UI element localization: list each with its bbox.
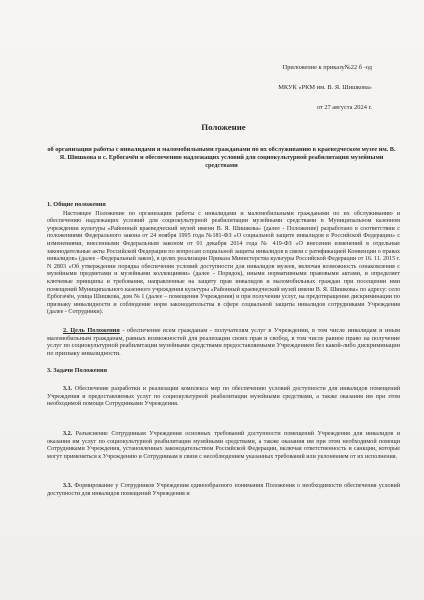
- item-number: 3.1.: [63, 386, 73, 393]
- section-1-heading: 1. Общие положения: [47, 200, 106, 208]
- item-text: Формирование у Сотрудников Учреждения единообразного понимания Положения о необходимости обеспечения условий доступности для инвалидов помещений Учреждения и: [47, 483, 400, 498]
- item-number: 3.3.: [63, 483, 73, 490]
- document-header: [47, 64, 372, 112]
- appendix-reference: Приложение к приказу№22 б -од: [282, 64, 372, 71]
- document-date: от 27 августа 2024 г.: [316, 104, 372, 111]
- section-3-item: [47, 483, 400, 498]
- organization-name: МКУК «РКМ им. В. Я. Шишкова»: [278, 84, 372, 91]
- section-3-item: [47, 386, 400, 409]
- document-title: Положение: [201, 122, 246, 132]
- document-subtitle: об организации работы с инвалидами и маломобильными гражданами по их обслуживанию в краеведческом музее им. В. Я. Шишкова в с. Ербогачён и обеспечению надлежащих условий для социокультурной реабилитации музейными средствами: [47, 146, 396, 170]
- section-2-heading: 2. Цель Положения: [63, 326, 120, 334]
- section-2-text: - обеспечение всем гражданам - получателям услуг в Учреждении, в том числе инвалидам и иным маломобильным гражданам, равных возможностей для реализации своих прав и свобод, в том числе равное право на получение услуг по социокультурной реабилитации музейными средствами предоставляемыми Учреждением без какой-либо дискриминации по признаку инвалидности.: [47, 326, 400, 357]
- item-number: 3.2.: [63, 431, 73, 438]
- section-3-heading: 3. Задачи Положения: [47, 367, 108, 375]
- section-2-paragraph: [47, 327, 400, 357]
- section-1-paragraph: Настоящее Положение по организации работы с инвалидами и маломобильными гражданами по их обслуживанию и обеспечению надлежащих условий для социокультурной реабилитации музейными средствами в Муниципальном казенном учреждении культуры «Районный краеведческий музей имени В. Я. Шишкова» (далее - Положение) разработано в соответствии с положениями Федерального закона от 24 ноября 1995 года №181-ФЗ «О социальной защите инвалидов в Российской Федерации» с изменениями, внесенными Федеральным законом от 01 декабря 2014 года № 419-ФЗ «О внесении изменений в отдельные законодательные акты Российской Федерации по вопросам социальной защиты инвалидов в связи с ратификацией Конвенции о правах инвалидов» (далее - Федеральный закон), в целях реализации Приказа Министерства культуры Российской Федерации от 16. 11. 2015 г. N 2803 «Об утверждении порядка обеспечения условий доступности для инвалидов музеев, включая возможность ознакомления с музейными предметами и музейными коллекциями» (далее - Порядок), иными нормативными правовыми актами, и определяет ключевые принципы и требования, направленные на защиту прав инвалидов и маломобильных граждан при посещении ими помещений Муниципального казенного учреждения культуры «Районный краеведческий музей имени В. Я. Шишкова» по адресу: село Ербогачён, улица Шишкова, дом № 1 (далее – помещения Учреждения) и при получении услуг, на предотвращение дискриминации по признаку инвалидности и соблюдение норм законодательства в сфере социальной защиты инвалидов сотрудниками Учреждения (далее - Сотрудники).: [47, 210, 400, 316]
- item-text: Разъяснение Сотрудникам Учреждения основных требований доступности помещений Учреждения для инвалидов и оказания им услуг по социокультурной реабилитации музейными средствами, а также оказания им при этом необходимой помощи Сотрудниками Учреждения, установленных законодательством Российской Федерации, включая ответственность и санкции, которые могут применяться к Учреждению и Сотрудникам в связи с несоблюдением указанных требований или уклонением от их исполнения.: [47, 431, 400, 460]
- item-text: Обеспечение разработки и реализации комплекса мер по обеспечению условий доступности для инвалидов помещений Учреждения и предоставляемых услуг по социокультурной реабилитации музейными средствами, а также оказания им при этом необходимой помощи Сотрудниками Учреждения.: [47, 386, 400, 408]
- section-3-item: [47, 431, 400, 461]
